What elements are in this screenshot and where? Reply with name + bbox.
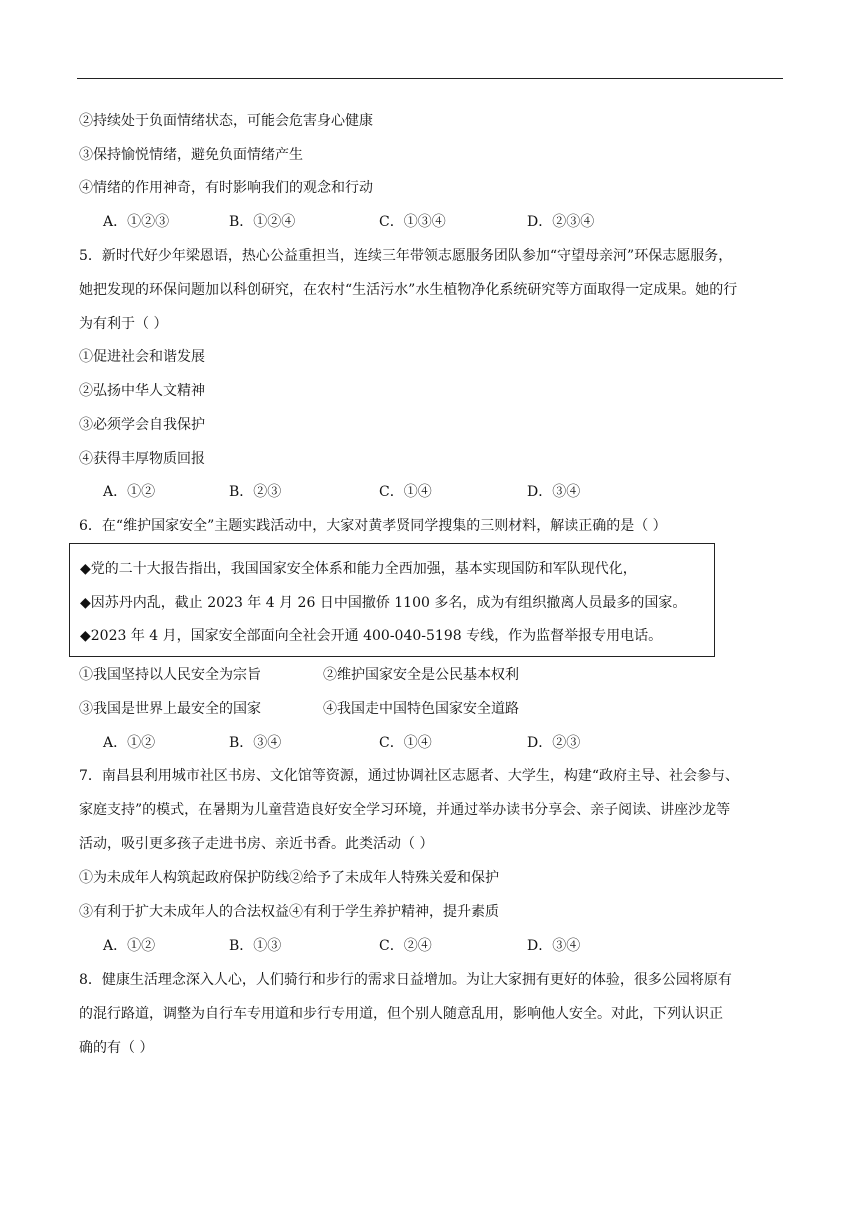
q7-stem-line-1: 7．南昌县利用城市社区书房、文化馆等资源，通过协调社区志愿者、大学生，构建“政府主导、社会参与、 — [79, 768, 740, 784]
q6-option-4: ④我国走中国特色国家安全道路 — [323, 701, 519, 717]
q6-choice-a[interactable]: A．①② — [103, 735, 156, 751]
q7-stem-line-3: 活动，吸引更多孩子走进书房、亲近书香。此类活动（ ） — [79, 836, 434, 852]
q7-options-row-1: ①为未成年人构筑起政府保护防线②给予了未成年人特殊关爱和保护 — [79, 870, 499, 886]
q6-choice-b[interactable]: B．③④ — [229, 735, 282, 751]
q8-stem-line-1: 8．健康生活理念深入人心，人们骑行和步行的需求日益增加。为让大家拥有更好的体验，很多公园将原有 — [79, 972, 732, 988]
q6-option-2: ②维护国家安全是公民基本权利 — [323, 667, 519, 683]
q5-stem-line-1: 5．新时代好少年梁恩语，热心公益重担当，连续三年带领志愿服务团队参加“守望母亲河”环保志愿服务， — [79, 248, 733, 264]
q5-choice-d[interactable]: D．③④ — [527, 484, 581, 500]
q6-stem-line-1: 6．在“维护国家安全”主题实践活动中，大家对黄孝贤同学搜集的三则材料，解读正确的是（ ） — [79, 518, 667, 534]
q5-choice-c[interactable]: C．①④ — [379, 484, 432, 500]
q4-choice-d[interactable]: D．②③④ — [527, 214, 595, 230]
q7-stem-line-2: 家庭支持”的模式，在暑期为儿童营造良好安全学习环境，并通过举办读书分享会、亲子阅读、讲座沙龙等 — [79, 802, 731, 818]
q6-option-3: ③我国是世界上最安全的国家 — [79, 701, 261, 717]
q5-option-1: ①促进社会和谐发展 — [79, 349, 205, 365]
q5-option-4: ④获得丰厚物质回报 — [79, 451, 205, 467]
q6-option-1: ①我国坚持以人民安全为宗旨 — [79, 667, 261, 683]
q7-choice-c[interactable]: C．②④ — [379, 938, 432, 954]
q6-material-3: ◆2023 年 4 月，国家安全部面向全社会开通 400-040-5198 专线，作为监督举报专用电话。 — [80, 628, 663, 644]
q4-choice-b[interactable]: B．①②④ — [229, 214, 296, 230]
q8-stem-line-3: 确的有（ ） — [79, 1040, 154, 1056]
q7-choice-a[interactable]: A．①② — [103, 938, 156, 954]
q5-stem-line-3: 为有利于（ ） — [79, 316, 168, 332]
q4-choice-c[interactable]: C．①③④ — [379, 214, 446, 230]
q7-options-row-2: ③有利于扩大未成年人的合法权益④有利于学生养护精神，提升素质 — [79, 904, 499, 920]
q4-option-2: ②持续处于负面情绪状态，可能会危害身心健康 — [79, 113, 373, 129]
q5-stem-line-2: 她把发现的环保问题加以科创研究，在农村“生活污水”水生植物净化系统研究等方面取得一定成果。她的行 — [79, 282, 738, 298]
q6-options-row-1 — [79, 665, 519, 685]
q5-option-2: ②弘扬中华人文精神 — [79, 383, 205, 399]
header-rule — [77, 78, 783, 79]
q4-option-4: ④情绪的作用神奇，有时影响我们的观念和行动 — [79, 180, 373, 196]
q7-choice-d[interactable]: D．③④ — [527, 938, 581, 954]
q5-choice-b[interactable]: B．②③ — [229, 484, 282, 500]
q6-material-box — [69, 543, 715, 657]
q6-choice-c[interactable]: C．①④ — [379, 735, 432, 751]
q4-choice-a[interactable]: A．①②③ — [103, 214, 170, 230]
q6-options-row-2 — [79, 699, 519, 719]
q8-stem-line-2: 的混行路道，调整为自行车专用道和步行专用道，但个别人随意乱用，影响他人安全。对此，下列认识正 — [79, 1006, 723, 1022]
q6-material-1: ◆党的二十大报告指出，我国国家安全体系和能力全西加强，基本实现国防和军队现代化， — [80, 561, 637, 577]
q5-choice-a[interactable]: A．①② — [103, 484, 156, 500]
q6-choice-d[interactable]: D．②③ — [527, 735, 581, 751]
q6-material-2: ◆因苏丹内乱，截止 2023 年 4 月 26 日中国撤侨 1100 多名，成为有组织撤离人员最多的国家。 — [80, 595, 687, 611]
q4-option-3: ③保持愉悦情绪，避免负面情绪产生 — [79, 147, 303, 163]
q5-option-3: ③必须学会自我保护 — [79, 417, 205, 433]
q7-choice-b[interactable]: B．①③ — [229, 938, 282, 954]
